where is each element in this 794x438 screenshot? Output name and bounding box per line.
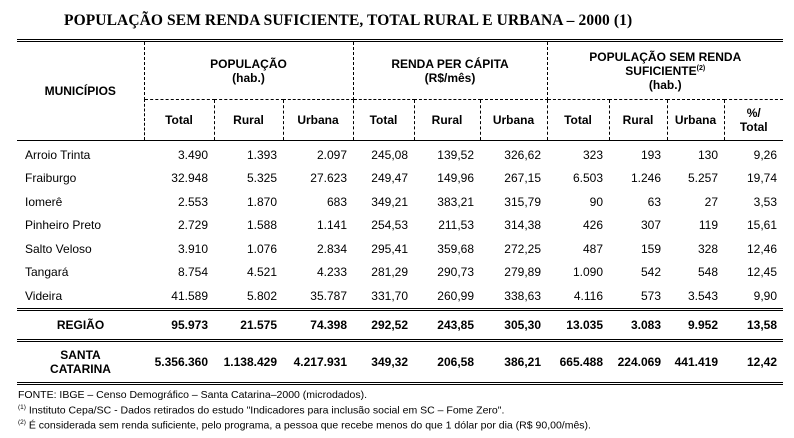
cell: 5.325	[246, 171, 277, 186]
cell: 211,53	[438, 218, 474, 233]
cell: 3.543	[687, 288, 718, 303]
municipio-name: Salto Veloso	[25, 241, 92, 256]
header-group-sem-renda-unit: (hab.)	[648, 77, 682, 92]
cell: 3.083	[609, 309, 667, 340]
cell: 1.141	[316, 218, 347, 233]
cell: 27.623	[310, 171, 347, 186]
cell: 21.575	[214, 309, 283, 340]
cell: 328	[697, 241, 718, 256]
cell: 243,85	[414, 309, 480, 340]
header-pct-total-line1: %/	[746, 106, 761, 120]
cell: 130	[697, 147, 718, 162]
footnote-1-mark: (1)	[18, 403, 26, 411]
cell: 90	[589, 194, 603, 209]
cell: 573	[640, 288, 661, 303]
cell: 159	[640, 241, 661, 256]
cell: 1.870	[246, 194, 277, 209]
footnote-1-text: Instituto Cepa/SC - Dados retirados do estudo "Indicadores para inclusão social em SC – Fome Zero".	[25, 404, 505, 416]
header-row-groups	[17, 42, 783, 100]
footnote-1	[18, 402, 591, 417]
cell: 12,42	[724, 340, 783, 383]
header-sem-renda-urbana: Urbana	[667, 100, 724, 141]
cell: 32.948	[171, 171, 208, 186]
table-row	[17, 190, 783, 214]
header-group-sem-renda-label: POPULAÇÃO SEM RENDA	[589, 49, 742, 64]
municipio-name: Tangará	[25, 265, 69, 280]
table-row	[17, 237, 783, 261]
header-group-renda-unit: (R$/mês)	[424, 70, 476, 85]
cell: 314,38	[504, 218, 541, 233]
cell: 2.553	[177, 194, 208, 209]
cell: 12,45	[746, 265, 777, 280]
cell: 305,30	[480, 309, 547, 340]
municipio-name: Fraiburgo	[25, 171, 77, 186]
cell: 5.802	[246, 288, 277, 303]
table-row	[17, 261, 783, 285]
municipio-name: Pinheiro Preto	[25, 218, 102, 233]
header-group-sem-renda-footnote-mark: (2)	[696, 64, 706, 72]
header-group-renda	[353, 42, 547, 100]
cell: 279,89	[504, 265, 541, 280]
cell: 383,21	[437, 194, 474, 209]
cell: 359,68	[437, 241, 474, 256]
data-table	[17, 39, 783, 385]
cell: 35.787	[310, 288, 347, 303]
row-regiao	[17, 309, 783, 340]
cell: 323	[582, 147, 603, 162]
cell: 4.116	[573, 288, 603, 303]
cell: 193	[640, 147, 661, 162]
cell: 9.952	[667, 309, 724, 340]
header-group-populacao-label: POPULAÇÃO	[210, 56, 287, 71]
cell: 260,99	[437, 288, 474, 303]
cell: 349,21	[371, 194, 408, 209]
cell: 292,52	[353, 309, 414, 340]
cell: 665.488	[547, 340, 609, 383]
table-row	[17, 141, 783, 167]
cell: 487	[582, 241, 603, 256]
cell: 683	[326, 194, 347, 209]
cell: 281,29	[371, 265, 408, 280]
cell: 15,61	[746, 218, 777, 233]
cell: 2.834	[316, 241, 347, 256]
footnote-2-text: É considerada sem renda suficiente, pelo programa, a pessoa que recebe menos do que 1 dólar por dia (R$ 90,00/mês).	[25, 419, 591, 431]
header-sem-renda-total: Total	[547, 100, 609, 141]
cell: 4.521	[246, 265, 277, 280]
table-row	[17, 284, 783, 309]
cell: 3.910	[177, 241, 208, 256]
table-totals	[17, 309, 783, 383]
footnotes	[18, 389, 591, 432]
cell: 4.233	[316, 265, 347, 280]
cell: 1.246	[630, 171, 661, 186]
cell: 13,58	[724, 309, 783, 340]
table-body	[17, 141, 783, 310]
header-renda-rural: Rural	[414, 100, 480, 141]
cell: 290,73	[437, 265, 474, 280]
cell: 272,25	[504, 241, 541, 256]
cell: 4.217.931	[283, 340, 353, 383]
cell: 1.090	[572, 265, 603, 280]
cell: 9,90	[753, 288, 777, 303]
cell: 331,70	[371, 288, 408, 303]
cell: 295,41	[371, 241, 408, 256]
header-pct-total	[724, 100, 783, 141]
cell: 95.973	[144, 309, 214, 340]
table-row	[17, 167, 783, 191]
header-group-populacao-unit: (hab.)	[232, 70, 265, 85]
cell: 548	[697, 265, 718, 280]
row-santa-catarina-label	[17, 340, 144, 383]
table-title: POPULAÇÃO SEM RENDA SUFICIENTE, TOTAL RURAL E URBANA – 2000 (1)	[64, 12, 633, 29]
cell: 224.069	[609, 340, 667, 383]
header-group-sem-renda-label-2: SUFICIENTE	[625, 63, 697, 78]
cell: 326,62	[504, 147, 541, 162]
cell: 74.398	[283, 309, 353, 340]
cell: 139,52	[437, 147, 474, 162]
cell: 3,53	[753, 194, 777, 209]
cell: 8.754	[177, 265, 208, 280]
cell: 5.356.360	[144, 340, 214, 383]
footnote-source: FONTE: IBGE – Censo Demográfico – Santa Catarina–2000 (microdados).	[18, 389, 367, 401]
header-pop-urbana: Urbana	[283, 100, 353, 141]
header-sem-renda-rural: Rural	[609, 100, 667, 141]
cell: 267,15	[504, 171, 541, 186]
cell: 338,63	[504, 288, 541, 303]
cell: 2.729	[177, 218, 208, 233]
header-group-populacao	[144, 42, 353, 100]
header-municipios: MUNICÍPIOS	[17, 42, 144, 141]
header-pct-total-line2: Total	[739, 120, 768, 134]
header-group-renda-label: RENDA PER CÁPITA	[391, 56, 509, 71]
header-renda-total: Total	[353, 100, 414, 141]
cell: 254,53	[371, 218, 408, 233]
cell: 149,96	[437, 171, 474, 186]
cell: 206,58	[414, 340, 480, 383]
cell: 13.035	[547, 309, 609, 340]
header-renda-urbana: Urbana	[480, 100, 547, 141]
cell: 349,32	[353, 340, 414, 383]
cell: 63	[647, 194, 661, 209]
cell: 386,21	[480, 340, 547, 383]
cell: 1.393	[246, 147, 277, 162]
cell: 12,46	[746, 241, 777, 256]
header-group-sem-renda	[547, 42, 783, 100]
cell: 9,26	[753, 147, 777, 162]
cell: 19,74	[746, 171, 777, 186]
header-pop-total: Total	[144, 100, 214, 141]
cell: 307	[640, 218, 661, 233]
cell: 41.589	[171, 288, 208, 303]
cell: 2.097	[316, 147, 347, 162]
cell: 3.490	[177, 147, 208, 162]
footnote-2-mark: (2)	[18, 418, 26, 426]
row-santa-catarina-label-line1: SANTA	[60, 347, 101, 362]
cell: 426	[582, 218, 603, 233]
cell: 5.257	[687, 171, 718, 186]
cell: 542	[640, 265, 661, 280]
row-santa-catarina-label-line2: CATARINA	[50, 361, 111, 376]
cell: 1.588	[246, 218, 277, 233]
cell: 1.076	[246, 241, 277, 256]
cell: 27	[704, 194, 718, 209]
row-santa-catarina	[17, 340, 783, 383]
cell: 249,47	[371, 171, 408, 186]
header-pop-rural: Rural	[214, 100, 283, 141]
cell: 6.503	[572, 171, 603, 186]
cell: 245,08	[371, 147, 408, 162]
cell: 315,79	[504, 194, 541, 209]
footnote-2	[18, 417, 591, 432]
cell: 441.419	[667, 340, 724, 383]
municipio-name: Arroio Trinta	[25, 147, 91, 162]
table-row	[17, 214, 783, 238]
row-regiao-label: REGIÃO	[17, 309, 144, 340]
municipio-name: Iomerê	[25, 194, 63, 209]
municipio-name: Videira	[25, 288, 63, 303]
cell: 119	[698, 218, 718, 233]
cell: 1.138.429	[214, 340, 283, 383]
